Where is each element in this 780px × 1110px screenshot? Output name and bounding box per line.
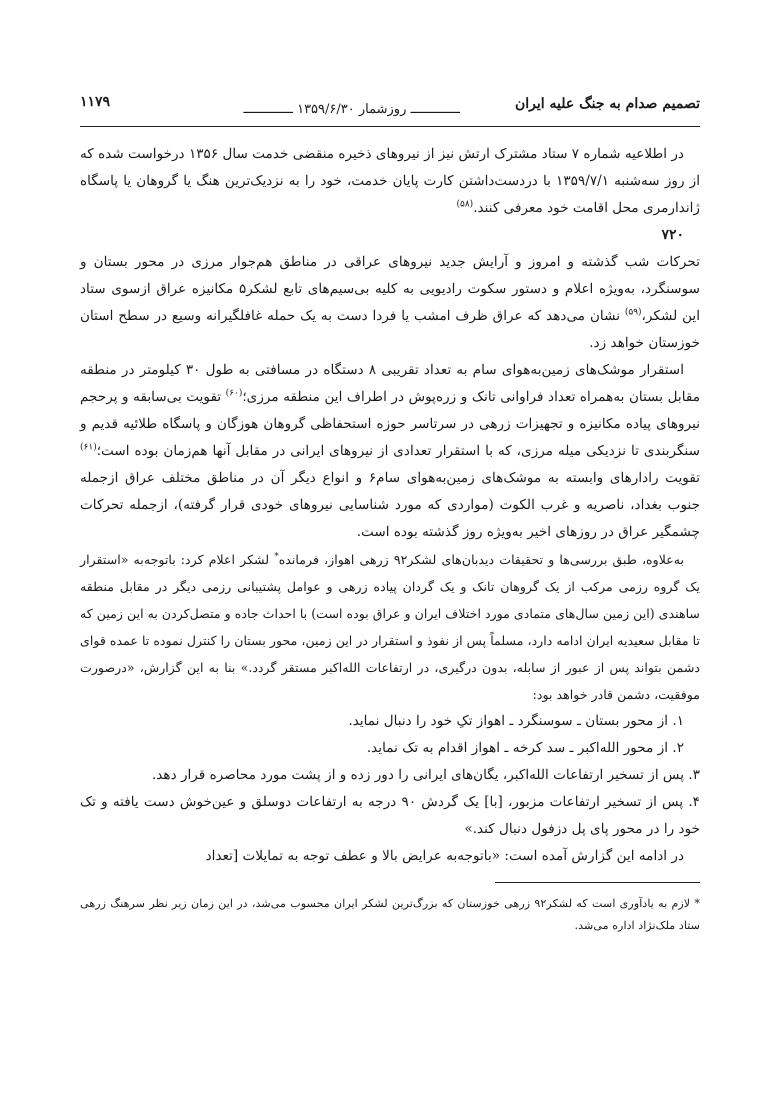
list-item: ۴. پس از تسخیر ارتفاعات مزبور، [با] یک گردش ۹۰ درجه به ارتفاعات دوسلق و عین‌خوش دست یافته و تک خود را در محور پای پل دزفول دنبال کند.» <box>80 794 700 837</box>
main-text <box>80 141 700 870</box>
ref-60: (۶۰) <box>225 388 243 399</box>
list-item: ۳. پس از تسخیر ارتفاعات الله‌اکبر، یگان‌های ایرانی را دور زده و از پشت مورد محاصره قرار دهد. <box>151 767 700 783</box>
p3-text-a: به‌علاوه، طبق بررسی‌ها و تحقیقات دیدبان‌های لشکر۹۲ زرهی اهواز، فرمانده <box>278 552 685 567</box>
p2-text-a: استقرار موشک‌های زمین‌به‌هوای سام به تعداد تقریبی ۸ دستگاه در مسافتی به طول ۳۰ کیلومتر در منطقه مقابل بستان به‌همراه تعداد فراوانی تانک و زره‌پوش در اطراف این منطقه مرزی؛ <box>80 362 701 405</box>
p1-text-b: نشان می‌دهد که عراق ظرف امشب یا فردا دست به یک حمله غافلگیرانه وسیع در سطح استان خوزستان خواهد زد. <box>80 308 700 351</box>
footnote: * لازم به یادآوری است که لشکر۹۲ زرهی خوزستان که بزرگ‌ترین لشکر ایران محسوب می‌شد، در این زمان زیر نظر سرهنگ زرهی ستاد ملک‌نژاد اداره می‌شد. <box>80 897 700 932</box>
book-title: تصمیم صدام به جنگ علیه ایران <box>514 96 700 112</box>
list-item: ۱. از محور بستان ـ سوسنگرد ـ اهواز تکِ خود را دنبال نماید. <box>348 713 684 729</box>
diary-date: ـــــــــــــ روزشمار ۱۳۵۹/۶/۳۰ ـــــــــــــ <box>243 102 460 117</box>
paragraph-2 <box>80 357 700 546</box>
p2-text-c: تقویت رادارهای وابسته به موشک‌های زمین‌به‌هوای سام۶ و انواع دیگر آن در مناطق مختلف عراق ازجمله جنوب بغداد، ناصریه و غرب الکوت (مواردی که مورد شناسایی نیروهای خودی قرار گرفته)، ازجمله تحرکات چشمگیر عراق در روزهای اخیر به‌ویژه روز گذشته بوده است. <box>80 470 700 540</box>
document-page <box>80 90 700 937</box>
p2-text-b: تقویت بی‌سابقه و پرحجم نیروهای پیاده مکانیزه و تجهیزات زرهی در سرتاسر حوزه استحفاظی گروهان هوزگان و پاسگاه طلائیه قدیم و سنگربندی تا نزدیکی میله مرزی، که با استقرار تعدادی از نیروهای ایرانی در مقابل آنها هم‌زمان بوده است؛ <box>80 389 701 459</box>
section-number: ۷۲۰ <box>661 227 684 243</box>
intro-paragraph <box>80 141 700 222</box>
ref-59: (۵۹) <box>624 307 642 318</box>
paragraph-3 <box>80 546 700 708</box>
paragraph-1 <box>80 249 700 357</box>
ref-61: (۶۱) <box>80 442 97 453</box>
intro-text: در اطلاعیه شماره ۷ ستاد مشترک ارتش نیز از نیروهای ذخیره منقضی خدمت سال ۱۳۵۶ درخواست شده که از روز سه‌شنبه ۱۳۵۹/۷/۱ با دردست‌داشتن کارت پایان خدمت، خود را به نزدیک‌ترین هنگ یا گروهان یا پاسگاه ژاندارمری محل اقامت خود معرفی کنند. <box>80 146 700 216</box>
footnote-divider <box>495 882 700 883</box>
p1-text-a: تحرکات شب گذشته و امروز و آرایش جدید نیروهای عراقی در مناطق هم‌جوار مرزی در محور بستان و سوسنگرد، به‌ویژه اعلام و دستور سکوت رادیویی به کلیه بی‌سیم‌های تابع لشکر۵ مکانیزه عراق ازسوی ستاد این لشکر، <box>80 254 700 324</box>
ref-58: (۵۸) <box>456 199 474 210</box>
p3-text-b: لشکر اعلام کرد: باتوجه‌به «استقرار یک گروه رزمی مرکب از یک گروهان تانک و یک گردان پیاده زرهی و عوامل پشتیبانی رزمی دیگر در مقابل منطقه ساهندی (این زمین سال‌های متمادی مورد اختلاف ایران و عراق بوده است) با احداث جاده و متصل‌کردن به این زمین که تا مقابل سعیدیه ایران ادامه دارد، مسلماً پس از نفوذ و استقرار در این زمین، محور بستان را کنترل نموده تا عمده قوای دشمن بتواند پس از عبور از سابله، بدون درگیری، در ارتفاعات الله‌اکبر مستقر گردد.» بنا به این گزارش، «درصورت موفقیت، دشمن قادر خواهد بود: <box>80 552 700 702</box>
paragraph-4: در ادامه این گزارش آمده است: «باتوجه‌به عرایض بالا و عطف توجه به تمایلات [تعداد <box>205 848 684 864</box>
running-head <box>80 90 700 127</box>
footnote-marker: * <box>274 551 279 562</box>
list-item: ۲. از محور الله‌اکبر ـ سد کرخه ـ اهواز اقدام به تک نماید. <box>366 740 684 756</box>
page-number: ۱۱۷۹ <box>80 94 111 110</box>
